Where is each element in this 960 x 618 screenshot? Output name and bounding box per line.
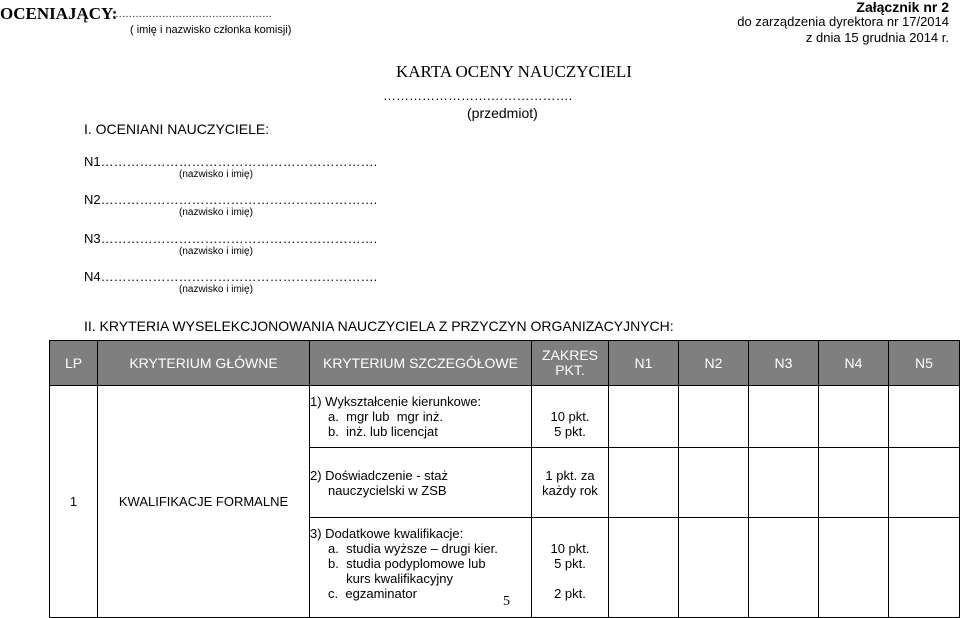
detail-criterion-cell: [310, 386, 532, 448]
header-lp: LP: [50, 341, 98, 386]
criterion-line: 2) Doświadczenie - staż: [310, 467, 448, 483]
detail-criterion-cell: [310, 448, 532, 518]
header-detail-criterion: KRYTERIUM SZCZEGÓŁOWE: [310, 341, 532, 386]
subject-dots: …………………….……………….: [383, 88, 573, 103]
criterion-line: 1) Wykształcenie kierunkowe:: [310, 394, 482, 409]
points-line: [532, 526, 608, 541]
table-row: [50, 386, 960, 448]
header-n2: N2: [679, 341, 749, 386]
main-criterion-cell: KWALIFIKACJE FORMALNE: [98, 386, 310, 618]
subject-label: (przedmiot): [467, 105, 538, 121]
points-line: 2 pkt.: [554, 586, 586, 601]
criterion-line: nauczycielski w ZSB: [310, 482, 447, 498]
criterion-line: kurs kwalifikacyjny: [310, 571, 454, 586]
points-cell: [532, 518, 609, 618]
header-n5: N5: [889, 341, 960, 386]
section2-title: II. KRYTERIA WYSELEKCJONOWANIA NAUCZYCIELA Z PRZYCZYN ORGANIZACYJNYCH:: [84, 318, 674, 334]
lp-cell: 1: [50, 386, 98, 618]
header-range-line1: ZAKRES: [541, 347, 598, 363]
points-line: [532, 571, 608, 586]
teacher-row-hint: (nazwisko i imię): [179, 207, 253, 218]
points-line: 5 pkt.: [554, 424, 586, 439]
score-cell-n5[interactable]: [889, 448, 960, 518]
score-cell-n1[interactable]: [609, 386, 679, 448]
points-line: 1 pkt. za: [545, 467, 595, 483]
score-cell-n3[interactable]: [749, 518, 819, 618]
criterion-line: a. studia wyższe – drugi kier.: [310, 541, 498, 556]
score-cell-n4[interactable]: [819, 448, 889, 518]
score-cell-n3[interactable]: [749, 448, 819, 518]
score-cell-n1[interactable]: [609, 518, 679, 618]
criterion-line: 3) Dodatkowe kwalifikacje:: [310, 526, 464, 541]
points-line: każdy rok: [542, 482, 598, 498]
points-line: [532, 394, 608, 409]
score-cell-n2[interactable]: [679, 518, 749, 618]
score-cell-n3[interactable]: [749, 386, 819, 448]
evaluator-label: OCENIAJĄCY:: [0, 4, 118, 23]
header-n3: N3: [749, 341, 819, 386]
criterion-line: b. inż. lub licencjat: [310, 424, 438, 439]
detail-criterion-cell: [310, 518, 532, 618]
annex-line2: do zarządzenia dyrektora nr 17/2014: [737, 14, 949, 29]
evaluator-hint: ( imię i nazwisko członka komisji): [130, 24, 292, 36]
teacher-row-hint: (nazwisko i imię): [179, 169, 253, 180]
points-line: 10 pkt.: [550, 409, 590, 424]
teacher-row-hint: (nazwisko i imię): [179, 284, 253, 295]
evaluator-dots: …………………………………………: [112, 9, 272, 20]
criterion-line: c. egzaminator: [310, 586, 417, 601]
criterion-line: a. mgr lub mgr inż.: [310, 409, 443, 424]
annex-line3: z dnia 15 grudnia 2014 r.: [805, 30, 949, 45]
header-range-line2: PKT.: [555, 362, 585, 378]
table-header-row: [50, 341, 960, 386]
annex-title: Załącznik nr 2: [856, 0, 949, 15]
card-title: KARTA OCENY NAUCZYCIELI: [396, 62, 632, 81]
teacher-row-n1: N1……………………………………………………….: [84, 154, 378, 169]
points-cell: [532, 386, 609, 448]
teacher-row-n3: N3……………………………………………………….: [84, 231, 378, 246]
page-number: 5: [503, 594, 510, 609]
points-line: 10 pkt.: [550, 541, 590, 556]
score-cell-n2[interactable]: [679, 386, 749, 448]
score-cell-n4[interactable]: [819, 386, 889, 448]
score-cell-n4[interactable]: [819, 518, 889, 618]
section1-title: I. OCENIANI NAUCZYCIELE:: [84, 121, 270, 137]
header-n1: N1: [609, 341, 679, 386]
header-main-criterion: KRYTERIUM GŁÓWNE: [98, 341, 310, 386]
criteria-table: [49, 340, 960, 618]
criterion-line: b. studia podyplomowe lub: [310, 556, 486, 571]
score-cell-n5[interactable]: [889, 518, 960, 618]
score-cell-n1[interactable]: [609, 448, 679, 518]
header-n4: N4: [819, 341, 889, 386]
header-points-range: [532, 341, 609, 386]
points-cell: [532, 448, 609, 518]
score-cell-n2[interactable]: [679, 448, 749, 518]
teacher-row-hint: (nazwisko i imię): [179, 246, 253, 257]
points-line: 5 pkt.: [554, 556, 586, 571]
score-cell-n5[interactable]: [889, 386, 960, 448]
teacher-row-n2: N2……………………………………………………….: [84, 192, 378, 207]
teacher-row-n4: N4……………………………………………………….: [84, 269, 378, 284]
